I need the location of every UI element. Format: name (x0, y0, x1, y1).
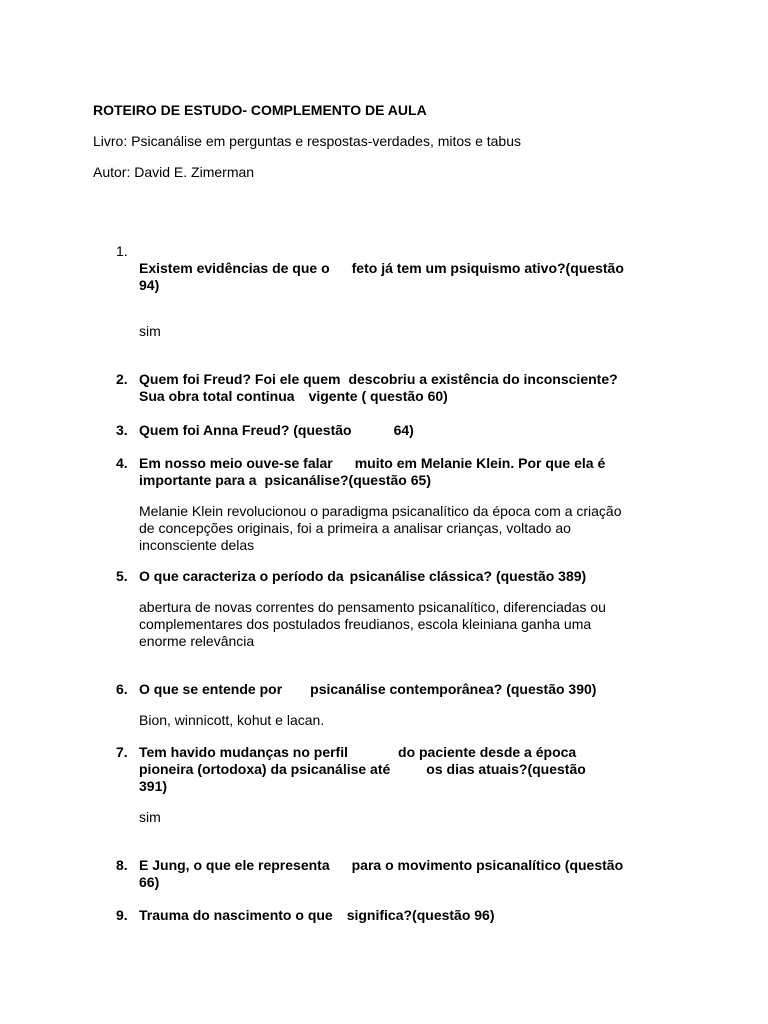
author-line: Autor: David E. Zimerman (93, 164, 255, 180)
question-part: Trauma do nascimento o que (139, 907, 333, 923)
question-text: 66) (139, 874, 160, 890)
question-part: os dias atuais?(questão (426, 761, 586, 777)
question-part: para o movimento psicanalítico (questão (351, 857, 624, 873)
answer-line: abertura de novas correntes do pensamento psicanalítico, diferenciadas ou (139, 599, 606, 615)
question-part: Quem foi Freud? Foi ele quem (139, 371, 341, 387)
question-text (139, 422, 679, 439)
question-text (139, 761, 679, 778)
question-part: descobriu a existência do inconsciente? (348, 371, 618, 387)
answer-text: sim (139, 809, 161, 825)
answer-line: complementares dos postulados freudianos, escola kleiniana ganha uma (139, 616, 592, 632)
question-part: Em nosso meio ouve-se falar (139, 455, 333, 471)
question-part: Quem foi Anna Freud? (questão (139, 422, 352, 438)
question-text (139, 681, 679, 698)
question-part: pioneira (ortodoxa) da psicanálise até (139, 761, 391, 777)
item-number: 7. (116, 744, 128, 760)
question-part: 64) (393, 422, 414, 438)
question-part: E Jung, o que ele representa (139, 857, 330, 873)
question-part: Tem havido mudanças no perfil (139, 744, 349, 760)
question-part: O que caracteriza o período da (139, 568, 344, 584)
question-text (139, 568, 679, 585)
item-number: 3. (116, 422, 128, 438)
question-part: muito em Melanie Klein. Por que ela é (354, 455, 606, 471)
question-text: 94) (139, 277, 160, 293)
item-number: 1. (116, 243, 128, 259)
item-number: 5. (116, 568, 128, 584)
answer-line: de concepções originais, foi a primeira a analisar crianças, voltado ao (139, 520, 571, 536)
question-text (139, 455, 679, 472)
answer-text: Bion, winnicott, kohut e lacan. (139, 712, 325, 728)
question-text (139, 371, 679, 388)
question-part: do paciente desde a época (398, 744, 577, 760)
answer-line: enorme relevância (139, 633, 255, 649)
question-part: importante para a (139, 472, 257, 488)
item-number: 9. (116, 907, 128, 923)
question-text (139, 907, 679, 924)
question-part: Existem evidências de que o (139, 260, 330, 276)
answer-line: Melanie Klein revolucionou o paradigma psicanalítico da época com a criação (139, 503, 622, 519)
question-part: O que se entende por (139, 681, 283, 697)
answer-line: inconsciente delas (139, 537, 255, 553)
question-part: Sua obra total continua (139, 388, 295, 404)
question-part: psicanálise?(questão 65) (264, 472, 431, 488)
item-number: 4. (116, 455, 128, 471)
item-number: 6. (116, 681, 128, 697)
question-text (139, 744, 679, 761)
question-text (139, 388, 679, 405)
question-part: psicanálise contemporânea? (questão 390) (310, 681, 597, 697)
question-part: vigente ( questão 60) (308, 388, 448, 404)
answer-text: sim (139, 323, 161, 339)
question-text (139, 260, 679, 277)
item-number: 2. (116, 371, 128, 387)
book-line: Livro: Psicanálise em perguntas e respostas-verdades, mitos e tabus (93, 133, 521, 149)
question-text: 391) (139, 778, 168, 794)
question-text (139, 472, 679, 489)
question-part: significa?(questão 96) (346, 907, 495, 923)
document-title: ROTEIRO DE ESTUDO- COMPLEMENTO DE AULA (93, 102, 427, 118)
question-part: feto já tem um psiquismo ativo?(questão (351, 260, 624, 276)
question-part: psicanálise clássica? (questão 389) (349, 568, 587, 584)
item-number: 8. (116, 857, 128, 873)
question-text (139, 857, 679, 874)
